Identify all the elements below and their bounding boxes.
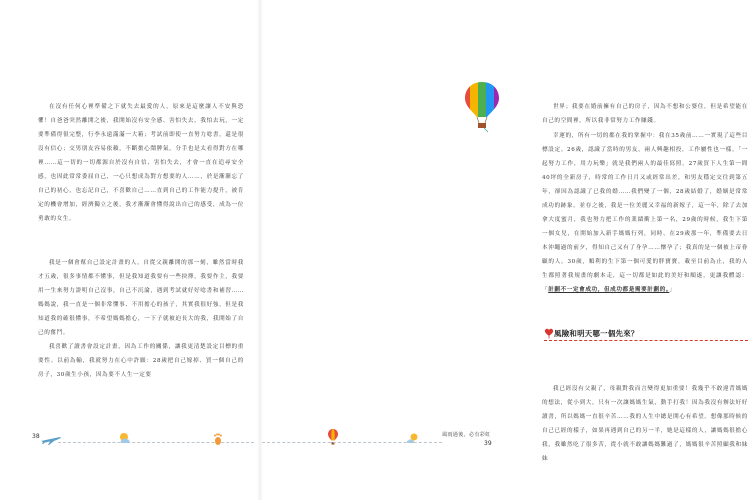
right-paragraph-1: 世界；我要在婚前擁有自己的房子，因為不想和公婆住，但是希望能在自己的空間裡，所以我非常努力工作賺錢。 (542, 104, 748, 124)
hot-air-balloon-icon (462, 80, 502, 132)
left-paragraph-1: 在沒有任何心裡準備之下就失去最愛的人，原來是這麼讓人不安與恐懼！自爸爸突然離開之後，我開始沒有安全感、害怕失去，我怕去玩，一定要準備得很完整，行李永遠滿滿一大箱；考試前即使一直努力唸書，還是很沒有信心；交男朋友容易依賴，不斷擔心鬧脾氣，分手也是太看得對方在哪裡……這一切的一切都源自於沒有自信、害怕失去，才會一直在追尋安全感，也因此常常委屈自己，一心只想成為對方想要的人……，於是漸漸忘了自己的初心，也忘記自己，不喜歡自己……直到自己的工作能力提升，被肯定的機會增加，經濟獨立之後，我才漸漸會懂得說出自己的感受，成為一位勇敢的女生。 (38, 104, 244, 222)
series-title: 風雨過後，必有彩虹 (442, 432, 491, 438)
right-page (260, 0, 748, 500)
footprint-icon (212, 432, 224, 446)
left-paragraph-2: 我是一個會幫自己設定計畫的人，自從父親離開的那一刻，雖然當時我才五歲，很多事情都不懂事，但是我知道我要有一些抉擇，我要作主，我要用一生來努力證明自己沒事，自己不沉淪，遇到考試就好好唸書和補習……媽媽說，我一直是一個非常懂事、不用擔心的孩子，其實我很好強，但是我知道我的確很懂事，不希望媽媽擔心，一下子就被迫長大的我，我開始了自己的奮鬥。 (38, 260, 244, 336)
page-number-left: 38 (32, 433, 40, 440)
section-heading (544, 325, 744, 341)
section-title: 風險和明天哪一個先來？ (554, 328, 639, 338)
left-page (0, 0, 260, 500)
footer-dashed-line-right (262, 442, 442, 443)
right-paragraph-3: 我已經沒有父親了，母親對我而言變得更加重要！我幾乎不敢違背媽媽的想法，從小到大，只有一次讓媽媽生氣，動手打我！因為我沒有辦法好好讀書，所以媽媽一直很辛苦……我的人生中總是開心有希望。想像那時候的自己已經的樣子，如果再遇到自己的另一半，她是這樣的人，讓媽媽很擔心我，我雖然吃了很多苦，從小就不敢讓媽媽難過了，媽媽很辛苦照顧我和妹妹 (542, 386, 748, 462)
heart-icon (544, 327, 554, 339)
sun-cloud-icon (118, 431, 134, 445)
hot-air-balloon-icon (327, 428, 339, 446)
section-heading-rule (544, 340, 748, 341)
highlighted-quote: 計劃不一定會成功，但成功都是需要計劃的。 (548, 287, 670, 293)
footer-dashed-line-left (58, 442, 254, 443)
page-number-right: 39 (484, 440, 492, 447)
right-paragraph-2: 幸運的，所有一切的都在我的掌握中：我在35歲前……一實現了這些目標設定。26歲，認識了當時的男友，兩人興趣相投，工作屬性也一樣，「一起努力工作，用力玩樂」就是我們兩人的最佳寫照。27歲買下人生第一間40坪的全新房子，時常的工作日月又或經常出差，和男友穩定交往到第五年，卻因為認識了已我的婚……我們變了一個，28歲結婚了，婚姻是常常成功的跡象。並存之後，我是一位美麗又幸福的新嫁子，這一年，除了去加拿大度蜜月，我也努力把工作的業績衝上第一名，29歲的時候，我生下第一個女兒，在開始加入新手媽媽行列，同時，在29歲那一年，準備要去日本沖繩過的前夕，得知自己又有了身孕……懷孕了；我真的是一個被上帝眷顧的人。30歲，順利的生下第一個可愛的胖寶寶，載至目前為止，我的人生都照著我規畫的劇本走，這一切都是如此的美好和順遂，更讓我體認：「計劃不一定會成功，但成功都是需要計劃的。」 (542, 133, 748, 293)
airplane-icon (40, 433, 62, 447)
left-paragraph-3: 我喜歡了讀書會設定計畫，因為工作的關係，讓我更清楚設定目標的重要性。以前為輸，我就努力在心中許願：28歲把自己嫁掉、買一個自己的房子，30歲生小孩，因為要不人生一定要 (38, 344, 244, 378)
